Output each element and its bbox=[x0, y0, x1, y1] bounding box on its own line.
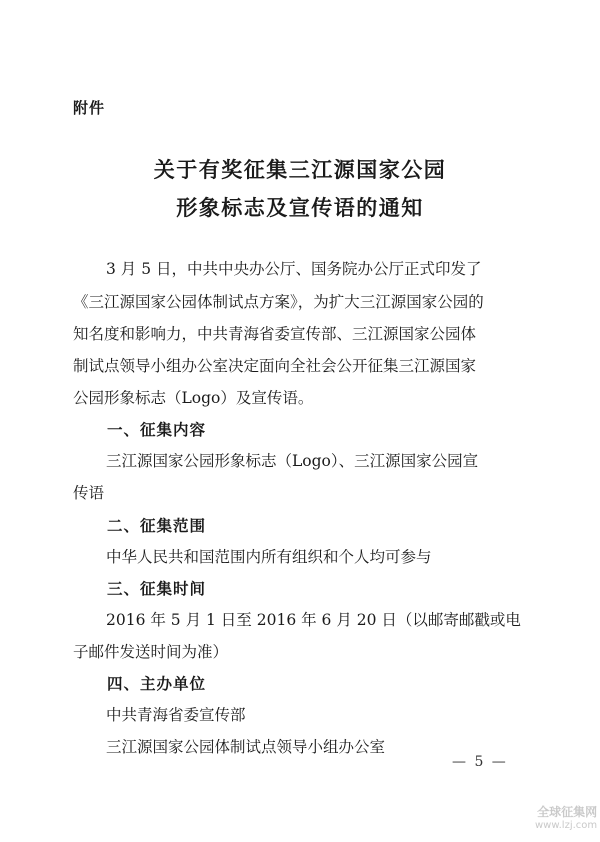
section-heading-time: 三、征集时间 bbox=[107, 580, 207, 598]
section-time-line-1: 2016 年 5 月 1 日至 2016 年 6 月 20 日（以邮寄邮戳或电 bbox=[106, 611, 521, 629]
document-title-line-2: 形象标志及宣传语的通知 bbox=[176, 195, 424, 220]
attachment-label: 附件 bbox=[73, 99, 106, 117]
section-content-line-2: 传语 bbox=[73, 484, 105, 502]
intro-line-5: 公园形象标志（Logo）及宣传语。 bbox=[73, 389, 314, 407]
section-heading-content: 一、征集内容 bbox=[107, 421, 207, 439]
intro-line-1: 3 月 5 日，中共中央办公厅、国务院办公厅正式印发了 bbox=[106, 260, 482, 278]
section-heading-organizer: 四、主办单位 bbox=[107, 675, 207, 693]
page-number: — 5 — bbox=[452, 754, 508, 770]
section-organizer-line-1: 中共青海省委宣传部 bbox=[106, 706, 246, 724]
watermark-name: 全球征集网 bbox=[537, 805, 598, 819]
section-content-line-1: 三江源国家公园形象标志（Logo）、三江源国家公园宣 bbox=[106, 452, 479, 470]
intro-line-3: 知名度和影响力，中共青海省委宣传部、三江源国家公园体 bbox=[73, 325, 477, 343]
intro-line-4: 制试点领导小组办公室决定面向全社会公开征集三江源国家 bbox=[73, 357, 477, 375]
section-heading-scope: 二、征集范围 bbox=[107, 517, 207, 535]
section-scope-line-1: 中华人民共和国范围内所有组织和个人均可参与 bbox=[106, 548, 432, 566]
section-organizer-line-2: 三江源国家公园体制试点领导小组办公室 bbox=[106, 738, 386, 756]
section-time-line-2: 子邮件发送时间为准） bbox=[73, 643, 229, 661]
watermark-url: www.lzj.com bbox=[535, 820, 598, 831]
document-title-line-1: 关于有奖征集三江源国家公园 bbox=[153, 157, 447, 182]
watermark bbox=[525, 806, 597, 832]
intro-line-2: 《三江源国家公园体制试点方案》，为扩大三江源国家公园的 bbox=[73, 293, 484, 311]
